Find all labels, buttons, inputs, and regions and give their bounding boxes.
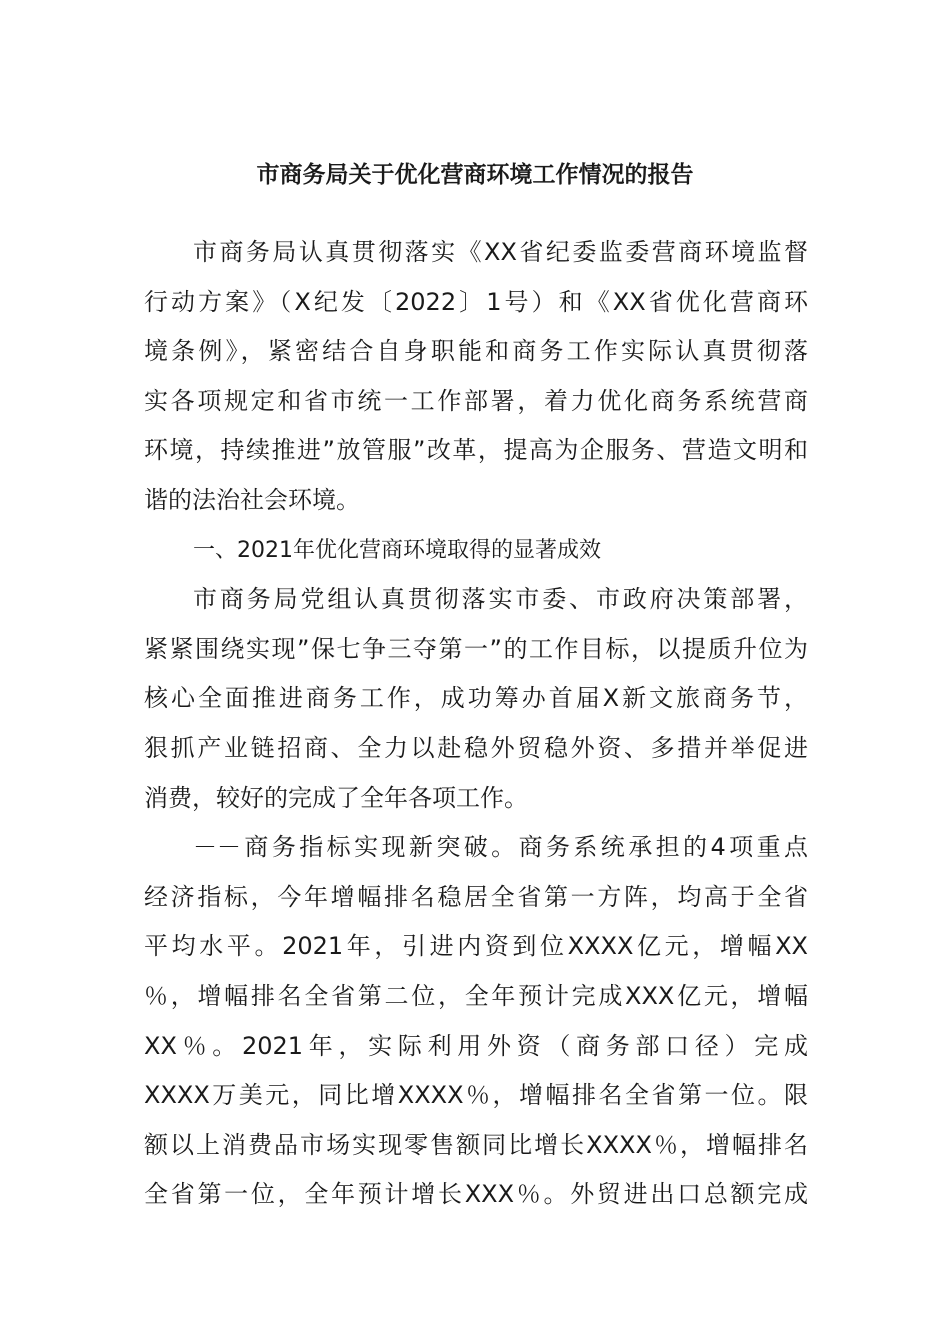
paragraph-line: 狠抓产业链招商、全力以赴稳外贸稳外资、多措并举促进 [144,733,808,762]
section-heading: 一、2021年优化营商环境取得的显著成效 [193,537,601,563]
paragraph-line: 紧紧围绕实现”保七争三夺第一”的工作目标，以提质升位为 [144,634,808,663]
paragraph-line: 行动方案》（X纪发〔2022〕1号）和《XX省优化营商环 [144,287,808,316]
paragraph-line: ％，增幅排名全省第二位，全年预计完成XXX亿元，增幅 [144,981,808,1010]
paragraph-line: 平均水平。2021年，引进内资到位XXXX亿元，增幅XX [144,932,808,961]
paragraph-line: 谐的法治社会环境。 [144,485,360,514]
paragraph-line: XX％。2021年，实际利用外资（商务部口径）完成 [144,1031,808,1060]
document-body [144,228,808,1220]
paragraph-line: 实各项规定和省市统一工作部署，着力优化商务系统营商 [144,386,808,415]
paragraph-line: 消费，较好的完成了全年各项工作。 [144,783,528,812]
paragraph-line: 境条例》，紧密结合自身职能和商务工作实际认真贯彻落 [144,337,808,366]
paragraph-line: 市商务局认真贯彻落实《XX省纪委监委营商环境监督 [193,238,808,266]
paragraph-line: XXXX万美元，同比增XXXX％，增幅排名全省第一位。限 [144,1081,808,1110]
paragraph-line: 环境，持续推进”放管服”改革，提高为企服务、营造文明和 [144,436,808,465]
paragraph-line: 市商务局党组认真贯彻落实市委、市政府决策部署， [193,585,808,614]
paragraph-line: 全省第一位，全年预计增长XXX％。外贸进出口总额完成 [144,1180,808,1209]
document-title: 市商务局关于优化营商环境工作情况的报告 [256,162,694,188]
paragraph-line: 经济指标，今年增幅排名稳居全省第一方阵，均高于全省 [144,882,808,911]
paragraph-line: －－商务指标实现新突破。商务系统承担的4项重点 [193,833,808,862]
paragraph-line: 核心全面推进商务工作，成功筹办首届X新文旅商务节， [144,684,808,713]
paragraph-line: 额以上消费品市场实现零售额同比增长XXXX％，增幅排名 [144,1130,808,1159]
